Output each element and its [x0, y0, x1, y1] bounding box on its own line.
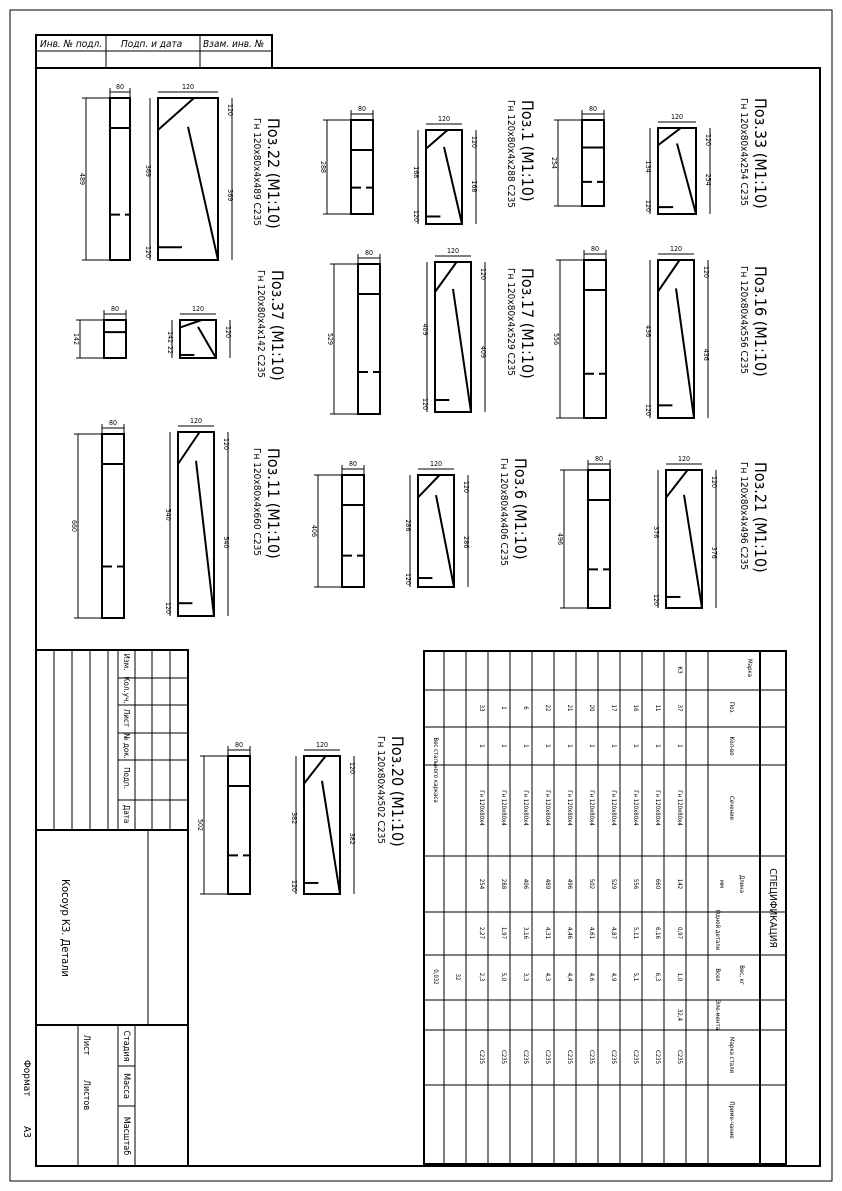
detail-title: Поз.22 (М1:10): [264, 118, 283, 229]
front-view: [104, 320, 126, 358]
spec-cell-steel: С235: [566, 1049, 573, 1065]
dim-width: 80: [588, 105, 598, 113]
spec-head-len: Длина: [738, 874, 745, 894]
dim-height: 556: [552, 332, 560, 346]
tb-col-head: Подп.: [122, 767, 131, 789]
spec-cell-steel: С235: [522, 1049, 529, 1065]
specification-table: [424, 651, 786, 1164]
spec-cell-len: 406: [522, 878, 529, 890]
dim-top: 120: [479, 267, 487, 281]
dim-left: 142: [166, 331, 174, 344]
front-view: [582, 120, 604, 206]
front-view: [584, 260, 606, 418]
spec-cell-mark: К3: [676, 666, 683, 674]
spec-cell-pos: 17: [610, 704, 617, 712]
detail-d17: [326, 247, 537, 414]
dim-top: 120: [222, 437, 230, 451]
detail-title: Поз.11 (М1:10): [264, 448, 283, 559]
spec-title: СПЕЦИФИКАЦИЯ: [767, 868, 778, 948]
spec-cell-all: 5,1: [632, 972, 639, 982]
spec-cell-qty: 1: [500, 744, 507, 748]
spec-head-all: Всех: [714, 968, 721, 982]
spec-total-label: Вес стального каркаса: [432, 737, 439, 803]
title-block-mass: Масса: [121, 1073, 131, 1099]
spec-row: [544, 705, 551, 1064]
dim-side-width: 120: [446, 247, 460, 255]
dim-width: 80: [357, 105, 367, 113]
detail-subtitle: Гн 120х80х4х406 С235: [498, 458, 509, 567]
front-view: [588, 470, 610, 608]
dim-bottom: 120: [164, 601, 172, 615]
spec-cell-len: 660: [654, 878, 661, 890]
spec-total-t: 0,032: [432, 969, 439, 985]
detail-d33: [550, 98, 770, 214]
spec-cell-sec: Гн 120х80х4: [544, 790, 551, 826]
dim-height: 288: [319, 160, 327, 174]
spec-cell-pos: 16: [632, 704, 639, 712]
detail-d1: [319, 100, 537, 224]
spec-head-sec: Сечение: [728, 796, 735, 820]
dim-height: 254: [550, 156, 558, 170]
spec-cell-all: 5,0: [500, 972, 507, 982]
spec-cell-steel: С235: [632, 1049, 639, 1065]
spec-cell-len: 142: [676, 878, 683, 890]
stamp-sign: Подп. и дата: [121, 39, 183, 50]
spec-cell-sec: Гн 120х80х4: [588, 790, 595, 826]
spec-cell-all: 2,3: [478, 972, 485, 982]
dim-side-width: 120: [191, 305, 205, 313]
detail-title: Поз.33 (М1:10): [751, 98, 770, 209]
detail-title: Поз.17 (М1:10): [518, 268, 537, 379]
detail-d21: [556, 455, 770, 608]
spec-head-mm: мм: [718, 879, 725, 889]
dim-right: 254: [704, 173, 712, 186]
title-block-sheets: Листов: [81, 1079, 91, 1111]
detail-d22: [78, 83, 283, 260]
spec-cell-all: 6,3: [654, 972, 661, 982]
tb-col-head: Кол.уч.: [122, 676, 131, 704]
spec-cell-one: 5,11: [632, 926, 639, 940]
dim-right: 540: [222, 536, 230, 549]
dim-right: 369: [226, 189, 234, 202]
title-block-scale: Масштаб: [121, 1116, 131, 1156]
dim-side-width: 120: [437, 115, 451, 123]
spec-row: [478, 705, 485, 1064]
detail-title: Поз.37 (М1:10): [268, 270, 287, 381]
detail-subtitle: Гн 120х80х4х660 С235: [251, 448, 262, 557]
dim-bottom: 120: [421, 397, 429, 411]
dim-width: 80: [110, 305, 120, 313]
dim-bottom: 120: [144, 245, 152, 259]
front-view: [110, 98, 130, 260]
dim-bottom: 120: [290, 879, 298, 893]
spec-total-kg: 32: [454, 973, 461, 981]
spec-cell-all: 1,0: [676, 972, 683, 982]
top-stamp: [36, 35, 272, 68]
spec-cell-one: 4,31: [544, 926, 551, 940]
spec-cell-steel: С235: [544, 1049, 551, 1065]
spec-row: [588, 705, 595, 1064]
dim-height: 406: [310, 524, 318, 538]
dim-top: 120: [462, 480, 470, 494]
spec-cell-pos: 22: [544, 704, 551, 712]
dim-height: 142: [72, 332, 80, 346]
tb-col-head: № док.: [122, 733, 131, 759]
spec-cell-one: 2,27: [478, 926, 485, 940]
dim-height: 496: [556, 532, 564, 546]
spec-cell-pos: 20: [588, 704, 595, 712]
detail-d11: [70, 417, 283, 618]
spec-cell-pos: 37: [676, 704, 683, 712]
dim-left: 540: [164, 508, 172, 521]
dim-height: 660: [70, 519, 78, 533]
spec-cell-one: 6,16: [654, 926, 661, 940]
spec-cell-sec: Гн 120х80х4: [566, 790, 573, 826]
dim-top: 120: [702, 265, 710, 279]
dim-right: 376: [710, 546, 718, 559]
spec-row: [522, 706, 529, 1064]
dim-left: 376: [652, 526, 660, 539]
stamp-vzam: Взам. инв. №: [203, 39, 265, 50]
detail-d37: [72, 270, 287, 381]
spec-cell-steel: С235: [478, 1049, 485, 1065]
dim-left: 286: [404, 519, 412, 532]
spec-cell-qty: 1: [522, 744, 529, 748]
dim-top: 120: [704, 133, 712, 147]
detail-subtitle: Гн 120х80х4х556 С235: [738, 266, 749, 375]
spec-cell-steel: С235: [676, 1049, 683, 1065]
dim-right: 168: [470, 180, 478, 193]
front-view: [102, 434, 124, 618]
dim-top: 120: [710, 475, 718, 489]
dim-side-width: 120: [670, 113, 684, 121]
spec-cell-pos: 1: [500, 706, 507, 710]
dim-left: 436: [644, 325, 652, 338]
spec-cell-one: 4,46: [566, 926, 573, 940]
spec-head-mark: Марка: [746, 659, 753, 677]
dim-right: 382: [348, 832, 356, 845]
dim-top: 120: [226, 103, 234, 117]
detail-subtitle: Гн 120х80х4х529 С235: [505, 268, 516, 377]
dim-height: 502: [196, 818, 204, 832]
detail-subtitle: Гн 120х80х4х254 С235: [738, 98, 749, 207]
spec-cell-sec: Гн 120х80х4: [478, 790, 485, 826]
dim-bottom: 120: [652, 593, 660, 607]
spec-cell-qty: 1: [544, 744, 551, 748]
dim-width: 80: [594, 455, 604, 463]
spec-total-el: 32,4: [676, 1008, 683, 1022]
spec-cell-pos: 33: [478, 704, 485, 712]
spec-cell-qty: 1: [654, 744, 661, 748]
spec-cell-steel: С235: [610, 1049, 617, 1065]
spec-row: [500, 706, 507, 1064]
spec-cell-steel: С235: [588, 1049, 595, 1065]
spec-cell-qty: 1: [632, 744, 639, 748]
dim-right: 286: [462, 536, 470, 549]
dim-width: 80: [108, 419, 118, 427]
spec-cell-pos: 21: [566, 704, 573, 712]
dim-width: 80: [364, 249, 374, 257]
detail-title: Поз.16 (М1:10): [751, 266, 770, 377]
dim-left: 168: [412, 166, 420, 179]
dim-side-width: 120: [189, 417, 203, 425]
spec-cell-all: 4,3: [544, 972, 551, 982]
spec-cell-qty: 1: [588, 744, 595, 748]
spec-cell-sec: Гн 120х80х4: [500, 790, 507, 826]
spec-cell-sec: Гн 120х80х4: [632, 790, 639, 826]
spec-head-qty: Кол-во: [728, 736, 735, 756]
spec-row: [676, 666, 683, 1064]
dim-width: 80: [348, 460, 358, 468]
dim-width: 80: [234, 741, 244, 749]
tb-col-head: Изм.: [122, 653, 131, 671]
dim-side-width: 120: [429, 460, 443, 468]
dim-width: 80: [590, 245, 600, 253]
spec-cell-len: 502: [588, 878, 595, 890]
spec-head-note: Приме-чание: [728, 1101, 735, 1139]
detail-d20: [196, 736, 407, 894]
sheet-trim: [10, 10, 832, 1181]
spec-cell-len: 556: [632, 878, 639, 890]
spec-row: [566, 705, 573, 1064]
spec-cell-one: 0,97: [676, 926, 683, 940]
dim-height: 489: [78, 172, 86, 186]
spec-cell-len: 288: [500, 878, 507, 890]
spec-cell-qty: 1: [566, 744, 573, 748]
spec-cell-steel: С235: [500, 1049, 507, 1065]
tb-col-head: Дата: [122, 804, 131, 824]
dim-right: 409: [479, 345, 487, 359]
spec-cell-all: 4,6: [588, 972, 595, 982]
dim-bottom: 120: [404, 572, 412, 586]
detail-subtitle: Гн 120х80х4х489 С235: [251, 118, 262, 227]
spec-cell-one: 3,16: [522, 926, 529, 940]
spec-cell-qty: 1: [676, 744, 683, 748]
dim-side-width: 120: [315, 741, 329, 749]
dim-side-width: 120: [669, 245, 683, 253]
spec-cell-steel: С235: [654, 1049, 661, 1065]
dim-bottom: 22: [166, 345, 174, 355]
dim-height: 529: [326, 332, 334, 346]
spec-head-steel: Марка стали: [728, 1036, 735, 1074]
title-block-name: Косоур КЗ. Детали: [59, 879, 72, 977]
dim-left: 409: [421, 323, 429, 336]
front-view: [342, 475, 364, 587]
spec-row: [654, 705, 661, 1064]
front-view: [358, 264, 380, 414]
format-label: Формат: [21, 1060, 32, 1097]
dim-side-width: 120: [677, 455, 691, 463]
spec-head-pos: Поз.: [728, 702, 735, 714]
detail-d6: [310, 458, 530, 587]
spec-head-el: Эле-мента: [714, 1000, 721, 1030]
detail-subtitle: Гн 120х80х4х502 С235: [375, 736, 386, 845]
detail-d16: [552, 245, 770, 418]
spec-head-one: Одной детали: [714, 909, 721, 951]
spec-cell-sec: Гн 120х80х4: [522, 790, 529, 826]
spec-cell-len: 254: [478, 878, 485, 890]
spec-cell-qty: 1: [478, 744, 485, 748]
dim-side-width: 120: [181, 83, 195, 91]
spec-cell-sec: Гн 120х80х4: [610, 790, 617, 826]
detail-title: Поз.21 (М1:10): [751, 462, 770, 573]
detail-title: Поз.20 (М1:10): [388, 736, 407, 847]
spec-cell-qty: 1: [610, 744, 617, 748]
dim-left: 369: [144, 164, 152, 177]
spec-cell-len: 529: [610, 878, 617, 890]
drawing-frame: [36, 68, 820, 1166]
dim-top: 120: [470, 135, 478, 149]
dim-width: 80: [115, 83, 125, 91]
front-view: [351, 120, 373, 214]
title-block: [36, 650, 188, 1166]
detail-title: Поз.6 (М1:10): [511, 458, 530, 560]
spec-row: [632, 705, 639, 1064]
detail-subtitle: Гн 120х80х4х288 С235: [505, 100, 516, 209]
dim-bottom: 120: [644, 199, 652, 213]
spec-head-mass: Вес, кг: [738, 965, 745, 985]
spec-cell-one: 4,61: [588, 926, 595, 940]
dim-right: 436: [702, 348, 710, 361]
spec-cell-len: 489: [544, 878, 551, 890]
detail-title: Поз.1 (М1:10): [518, 100, 537, 202]
title-block-sheet: Лист: [81, 1034, 91, 1056]
title-block-stage: Стадия: [121, 1030, 131, 1062]
spec-cell-all: 3,3: [522, 972, 529, 982]
dim-left: 134: [644, 160, 652, 173]
spec-cell-len: 496: [566, 878, 573, 890]
dim-top: 120: [224, 325, 232, 339]
spec-cell-all: 4,4: [566, 972, 573, 982]
dim-bottom: 120: [412, 209, 420, 223]
dim-left: 382: [290, 812, 298, 825]
spec-row: [610, 705, 617, 1064]
detail-subtitle: Гн 120х80х4х142 С235: [255, 270, 266, 379]
front-view: [228, 756, 250, 894]
spec-cell-one: 4,87: [610, 926, 617, 940]
detail-subtitle: Гн 120х80х4х496 С235: [738, 462, 749, 571]
details-layer: [70, 83, 770, 894]
format-value: A3: [21, 1126, 32, 1138]
spec-cell-sec: Гн 120х80х4: [654, 790, 661, 826]
stamp-inv: Инв. № подл.: [40, 39, 103, 50]
dim-bottom: 120: [644, 403, 652, 417]
spec-cell-pos: 6: [522, 706, 529, 710]
spec-cell-pos: 11: [654, 704, 661, 712]
spec-cell-sec: Гн 120х80х4: [676, 790, 683, 826]
tb-col-head: Лист: [122, 708, 131, 728]
spec-cell-one: 1,97: [500, 926, 507, 940]
side-view: [178, 432, 214, 616]
dim-top: 120: [348, 761, 356, 775]
spec-cell-all: 4,9: [610, 972, 617, 982]
